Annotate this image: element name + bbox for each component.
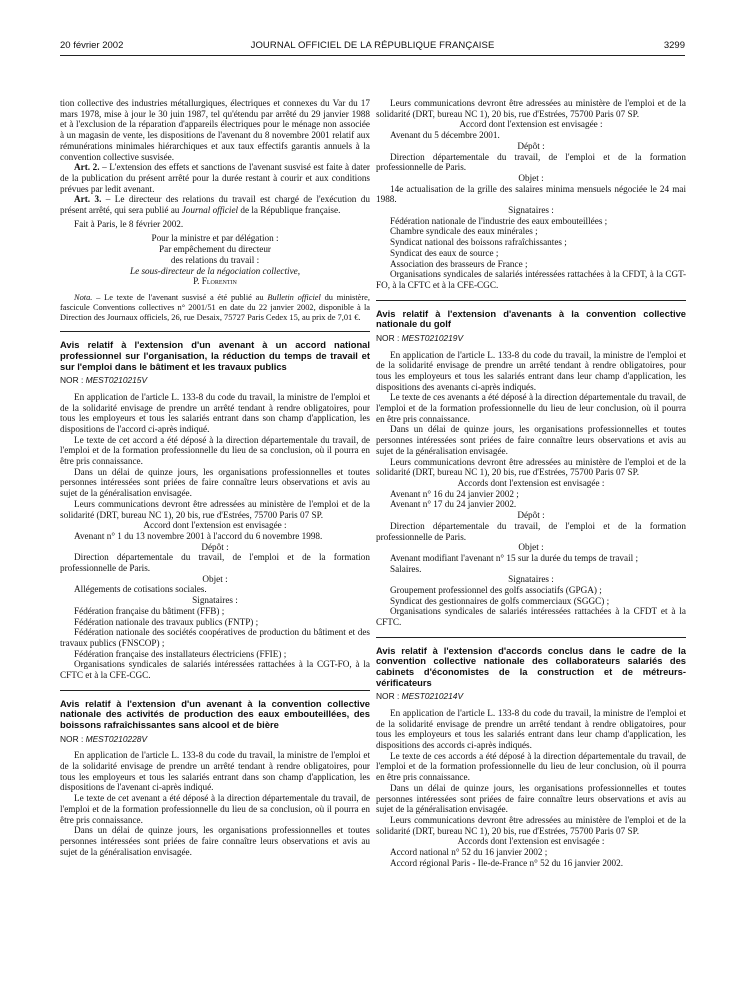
subheading: Objet :: [202, 573, 228, 584]
subheading: Signataires :: [508, 574, 554, 585]
journal-title: JOURNAL OFFICIEL DE LA RÉPUBLIQUE FRANÇAISE: [250, 40, 495, 51]
nor-code: MEST0210214V: [401, 691, 464, 702]
signature-block: [60, 233, 370, 287]
nor-reference: [60, 375, 370, 386]
paragraph: En application de l'article L. 133-8 du code du travail, la ministre de l'emploi et de la solidarité envisage de prendre un arrêté tendant à rendre obligatoires, pour tous les employeurs et tous les salariés entrant dans son champ d'application, les dispositions de l'accord ci-après indiqué.: [60, 391, 370, 434]
subheading: Accords dont l'extension est envisagée :: [457, 836, 605, 847]
article-3-label: Art. 3.: [74, 194, 102, 205]
article-2-label: Art. 2.: [74, 162, 100, 173]
nor-code: MESТ0210215V: [85, 375, 148, 386]
signature-line: des relations du travail :: [170, 254, 260, 265]
bulletin-officiel-ref: Bulletin officiel: [267, 292, 321, 302]
paragraph: Le texte de ces accords a été déposé à la direction départementale du travail, de l'emploi et de la formation professionnelle du lieu de leur conclusion, où il pourra en être pris connaissance.: [376, 750, 686, 783]
signatory: Fédération nationale des travaux publics (FNTP) ;: [74, 616, 259, 627]
signatory: Organisations syndicales de salariés intéressées rattachées à la CFDT et à la CFTC.: [376, 606, 686, 628]
deposit-text: Direction départementale du travail, de l'emploi et de la formation professionnelle de Paris.: [376, 151, 686, 173]
article-2: [60, 162, 370, 194]
section-divider: [60, 690, 370, 691]
subheading: Objet :: [518, 172, 544, 183]
signatory: Syndicat national des boissons rafraîchissantes ;: [390, 237, 567, 248]
paragraph: Le texte de ces avenants a été déposé à la direction départementale du travail, de l'emploi et de la formation professionnelle du lieu de leur conclusion, où il pourra en être pris connaissance.: [376, 392, 686, 424]
deposit-text: Direction départementale du travail, de l'emploi et de la formation professionnelle de Paris.: [60, 552, 370, 574]
header-rule: [60, 55, 685, 56]
signatory: Chambre syndicale des eaux minérales ;: [390, 226, 538, 237]
issue-date: 20 février 2002: [60, 40, 124, 51]
agreement-item: Avenant n° 1 du 13 novembre 2001 à l'accord du 6 novembre 1998.: [74, 530, 323, 541]
subheading: Accord dont l'extension est envisagée :: [143, 520, 287, 531]
section-divider: [60, 331, 370, 332]
subheading: Dépôt :: [201, 541, 229, 552]
nor-code: MEST0210219V: [401, 332, 464, 343]
subheading: Dépôt :: [517, 140, 545, 151]
nor-label: NOR :: [60, 375, 86, 386]
section-title: Avis relatif à l'extension d'avenants à la convention collective nationale du golf: [376, 307, 686, 330]
page-number: 3299: [663, 40, 685, 51]
signatory: Organisations syndicales de salariés intéressées rattachées à la CGT-FO, à la CFTC et à la CFE-CGC.: [60, 659, 370, 681]
signature-line: Par empêchement du directeur: [159, 244, 271, 255]
agreement-item: Accord national n° 52 du 16 janvier 2002 ;: [390, 847, 548, 858]
agreement-item: Accord régional Paris - Ile-de-France n° 52 du 16 janvier 2002.: [390, 857, 624, 868]
signature-place-date: Fait à Paris, le 8 février 2002.: [74, 218, 184, 229]
section-title: Avis relatif à l'extension d'accords conclus dans le cadre de la convention collective nationale des collaborateurs salariés des cabinets d'économistes de la construction et de métreurs-vérificateurs: [376, 644, 686, 688]
agreement-item: Avenant n° 16 du 24 janvier 2002 ;: [390, 488, 519, 499]
nota-text: – Le texte de l'avenant susvisé a été publié au: [92, 292, 268, 302]
subheading: Accord dont l'extension est envisagée :: [459, 119, 603, 130]
intro-paragraph: tion collective des industries métallurgiques, électriques et connexes du Var du 17 mars 1978, mise à jour le 30 juin 1987, tel qu'étendu par arrêté du 29 janvier 1988 et à l'exclusion de la réparation d'appareils électriques pour le ménage non associée à un magasin de vente, les dispositions de l'avenant du 8 novembre 2001 relatif aux rémunérations minimales hiérarchiques et aux taux effectifs garantis annuels à la convention collective susvisée.: [60, 98, 370, 162]
left-column: [60, 98, 370, 857]
signatory: Fédération nationale de l'industrie des eaux embouteillées ;: [390, 215, 608, 226]
signatory: Association des brasseurs de France ;: [390, 258, 528, 269]
signatory: Fédération nationale des sociétés coopératives de production du bâtiment et des travaux publics (FNSCOP) ;: [60, 627, 370, 648]
paragraph: Leurs communications devront être adressées au ministère de l'emploi et de la solidarité (DRT, bureau NC 1), 20 bis, rue d'Estrées, 75700 Paris 07 SP.: [376, 456, 686, 478]
nota-text-end: du ministère, fascicule Conventions collectives n° 2001/51 en date du 22 janvier 2002, disponible à la Direction des Journaux officiels, 26, rue Desaix, 75727 Paris Cedex 15, au prix de 7,01 €.: [60, 292, 370, 322]
signatory: Fédération française des installateurs électriciens (FFIE) ;: [74, 648, 287, 659]
journal-officiel-ref: Journal officiel: [181, 205, 239, 216]
paragraph: En application de l'article L. 133-8 du code du travail, la ministre de l'emploi et de la solidarité envisage de prendre un arrêté tendant à rendre obligatoires, pour tous les employeurs et tous les salariés entrant dans leur champ d'application, les dispositions des accords ci-après indiqués.: [376, 707, 686, 751]
paragraph: Dans un délai de quinze jours, les organisations professionnelles et toutes personnes intéressées sont priées de faire connaître leurs observations et avis au sujet de la généralisation envisagée.: [60, 825, 370, 857]
nor-code: MESТ0210228V: [85, 733, 148, 744]
subheading: Dépôt :: [517, 510, 545, 521]
section-divider: [376, 637, 686, 638]
paragraph: Dans un délai de quinze jours, les organisations professionnelles et toutes personnes intéressées sont priées de faire connaître leurs observations et avis au sujet de la généralisation envisagée.: [376, 424, 686, 456]
subheading: Objet :: [518, 542, 544, 553]
nor-label: NOR :: [60, 733, 86, 744]
page-header: [60, 40, 685, 54]
section-title: Avis relatif à l'extension d'un avenant à la convention collective nationale des activités de production des eaux embouteillées, des boissons rafraîchissantes sans alcool et de bière: [60, 697, 370, 730]
article-2-text: – L'extension des effets et sanctions de l'avenant susvisé est faite à dater de la publication du présent arrêté pour la durée restant à courir et aux conditions prévues par ledit avenant.: [60, 162, 370, 194]
paragraph: Leurs communications devront être adressées au ministère de l'emploi et de la solidarité (DRT, bureau NC 1), 20 bis, rue d'Estrées, 75700 Paris 07 SP.: [376, 814, 686, 836]
subheading: Signataires :: [508, 205, 554, 216]
section-divider: [376, 300, 686, 301]
subheading: Accords dont l'extension est envisagée :: [457, 477, 605, 488]
paragraph: Dans un délai de quinze jours, les organisations professionnelles et toutes personnes intéressées sont priées de faire connaître leurs observations et avis au sujet de la généralisation envisagée.: [376, 782, 686, 815]
nor-reference: [376, 691, 686, 702]
nor-label: NOR :: [376, 691, 402, 702]
agreement-item: Avenant n° 17 du 24 janvier 2002.: [390, 499, 517, 510]
paragraph: En application de l'article L. 133-8 du code du travail, la ministre de l'emploi et de la solidarité envisage de prendre un arrêté tendant à rendre obligatoires, pour tous les employeurs et tous les salariés entrant dans leur champ d'application, les dispositions des avenants ci-après indiqués.: [376, 349, 686, 392]
right-column: [376, 98, 686, 868]
signatory: Fédération française du bâtiment (FFB) ;: [74, 605, 225, 616]
paragraph: Leurs communications devront être adressées au ministère de l'emploi et de la solidarité (DRT, bureau NC 1), 20 bis, rue d'Estrées, 75700 Paris 07 SP.: [60, 498, 370, 520]
paragraph: Leurs communications devront être adressées au ministère de l'emploi et de la solidarité (DRT, bureau NC 1), 20 bis, rue d'Estrées, 75700 Paris 07 SP.: [376, 98, 686, 119]
subheading: Signataires :: [192, 595, 238, 606]
agreement-item: Avenant du 5 décembre 2001.: [390, 130, 500, 141]
paragraph: Le texte de cet accord a été déposé à la direction départementale du travail, de l'emploi et de la formation professionnelle du lieu de sa conclusion, où il pourra en être pris connaissance.: [60, 434, 370, 467]
paragraph: Le texte de cet avenant a été déposé à la direction départementale du travail, de l'emploi et de la formation professionnelle du lieu de sa conclusion, où il pourra en être pris connaissance.: [60, 793, 370, 825]
article-3: [60, 194, 370, 215]
nota: [60, 293, 370, 322]
paragraph: En application de l'article L. 133-8 du code du travail, la ministre de l'emploi et de la solidarité envisage de prendre un arrêté tendant à rendre obligatoires, pour tous les employeurs et tous les salariés entrant dans son champ d'application, les dispositions de l'avenant ci-après indiqué.: [60, 750, 370, 793]
object-text: Salaires.: [390, 563, 422, 574]
signature-line: Pour la ministre et par délégation :: [151, 233, 279, 244]
article-3-text: – Le directeur des relations du travail est chargé de l'exécution du présent arrêté, qui sera publié au: [60, 194, 370, 216]
object-text: 14e actualisation de la grille des salaires minima mensuels négociée le 24 mai 1988.: [376, 183, 686, 205]
signatory: Organisations syndicales de salariés intéressées rattachées à la CFDT, à la CGT-FO, à la CFTC et à la CFE-CGC.: [376, 269, 686, 290]
nor-reference: [376, 333, 686, 344]
nota-label: Nota.: [74, 292, 93, 302]
paragraph: Dans un délai de quinze jours, les organisations professionnelles et toutes personnes intéressées sont priées de faire connaître leurs observations et avis au sujet de la généralisation envisagée.: [60, 466, 370, 499]
article-3-text-end: de la République française.: [238, 205, 341, 216]
signatory-name: P. Florentin: [193, 276, 237, 287]
deposit-text: Direction départementale du travail, de l'emploi et de la formation professionnelle de Paris.: [376, 520, 686, 542]
nor-reference: [60, 734, 370, 745]
signatory: Syndicat des eaux de source ;: [390, 247, 499, 258]
signature-role: Le sous-directeur de la négociation collective,: [129, 265, 301, 276]
section-title: Avis relatif à l'extension d'un avenant à un accord national professionnel sur l'organisation, la réduction du temps de travail et sur l'emploi dans le bâtiment et les travaux publics: [60, 339, 370, 372]
signatory: Groupement professionnel des golfs associatifs (GPGA) ;: [390, 585, 602, 596]
object-text: Avenant modifiant l'avenant n° 15 sur la durée du temps de travail ;: [390, 552, 639, 563]
object-text: Allégements de cotisations sociales.: [74, 584, 207, 595]
signatory: Syndicat des gestionnaires de golfs commerciaux (SGGC) ;: [390, 595, 610, 606]
nor-label: NOR :: [376, 332, 402, 343]
